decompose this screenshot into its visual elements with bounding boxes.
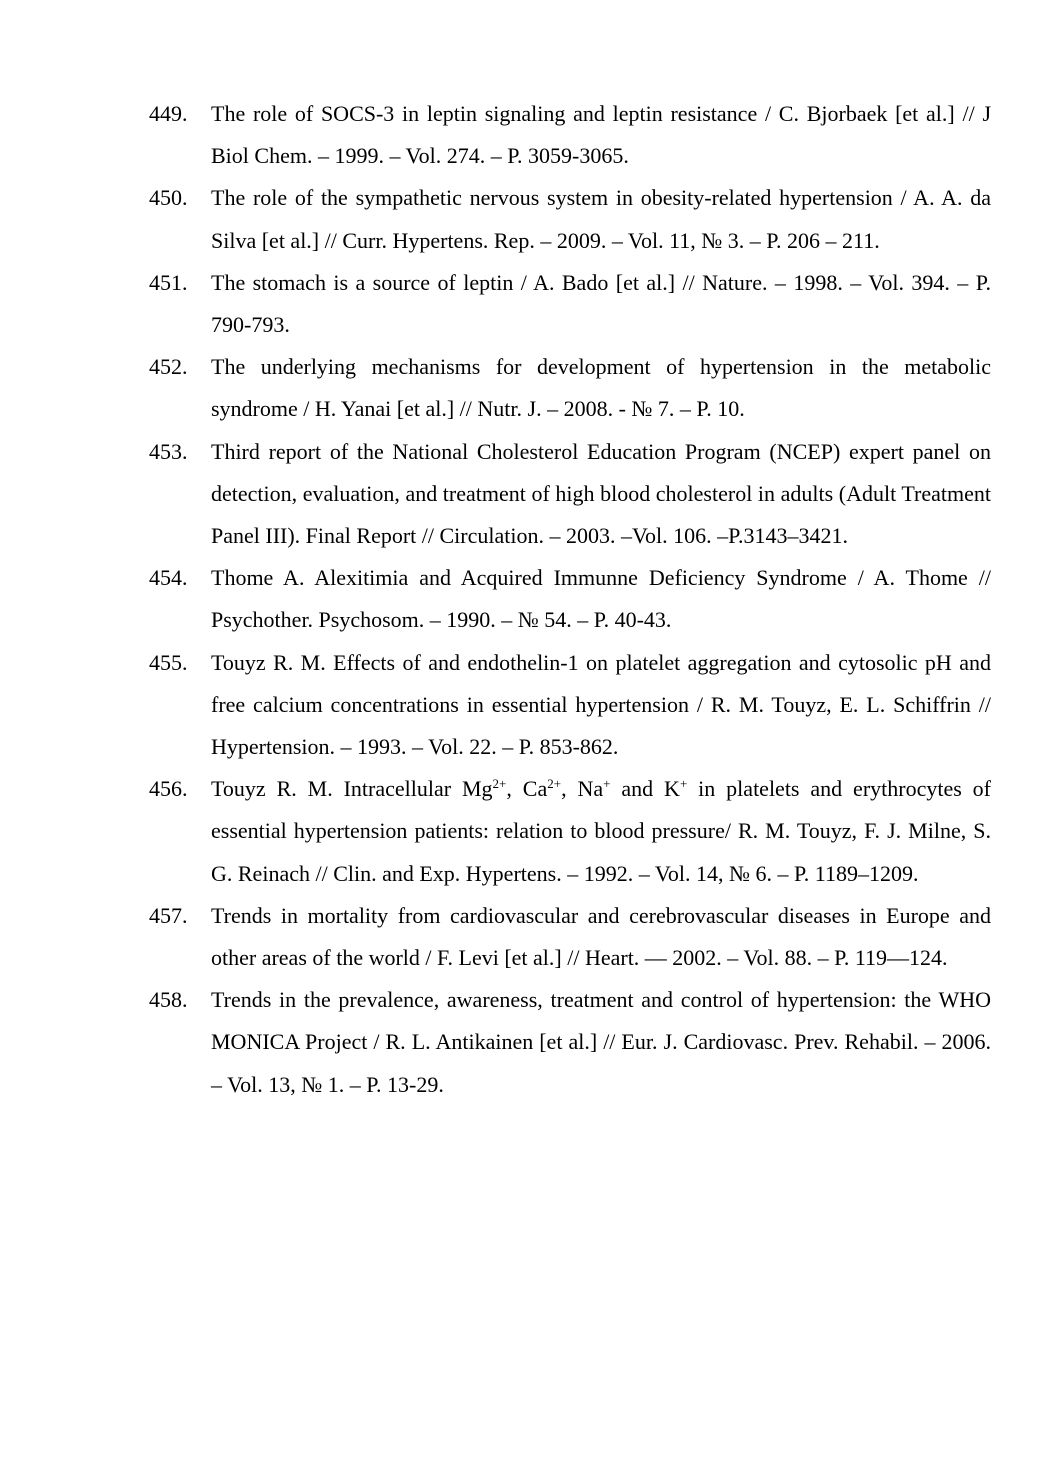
reference-text xyxy=(211,262,991,346)
reference-number: 449. xyxy=(149,101,188,126)
reference-text-run: The role of SOCS-3 in leptin signaling and leptin resistance / C. Bjorbaek [et al.] // J Biol Chem. – 1999. – Vol. 274. – P. 3059-3065. xyxy=(211,101,991,169)
reference-number: 455. xyxy=(149,649,188,675)
reference-text xyxy=(211,93,991,177)
reference-text-run: Trends in the prevalence, awareness, treatment and control of hypertension: the WHO MONICA Project / R. L. Antikainen [et al.] // Eur. J. Cardiovasc. Prev. Rehabil. – 2006. – Vol. 13, № 1. – P. 13-29. xyxy=(211,987,991,1097)
superscript-charge: 2+ xyxy=(492,776,507,792)
reference-entry xyxy=(149,557,991,641)
reference-text-run: , Na xyxy=(561,776,604,802)
reference-number: 450. xyxy=(149,185,188,211)
reference-number: 457. xyxy=(149,902,188,928)
reference-text xyxy=(211,768,991,895)
reference-list xyxy=(149,93,991,1106)
reference-text-run: Trends in mortality from cardiovascular and cerebrovascular diseases in Europe and other areas of the world / F. Levi [et al.] // Heart. — 2002. – Vol. 88. – P. 119—124. xyxy=(211,902,991,971)
reference-text xyxy=(211,177,991,261)
reference-number: 454. xyxy=(149,565,188,591)
superscript-charge: + xyxy=(679,776,688,792)
reference-number: 452. xyxy=(149,354,188,380)
reference-text-run: Thome A. Alexitimia and Acquired Immunne Deficiency Syndrome / A. Thome // Psychother. Psychosom. – 1990. – № 54. – P. 40-43. xyxy=(211,565,991,633)
reference-number: 453. xyxy=(149,438,188,464)
reference-text-run: and K xyxy=(610,776,680,802)
reference-entry xyxy=(149,768,991,895)
reference-number: 451. xyxy=(149,269,188,295)
reference-text xyxy=(211,979,991,1106)
reference-text xyxy=(211,642,991,769)
reference-text xyxy=(211,431,991,558)
reference-number: 456. xyxy=(149,776,188,802)
reference-entry xyxy=(149,177,991,261)
reference-text xyxy=(211,895,991,979)
reference-entry xyxy=(149,979,991,1106)
superscript-charge: + xyxy=(603,776,611,792)
reference-entry xyxy=(149,93,991,177)
reference-text-run: Third report of the National Cholesterol Education Program (NCEP) expert panel on detection, evaluation, and treatment of high blood cholesterol in adults (Adult Treatment Panel III). Final Report // Circulation. – 2003. –Vol. 106. –P.3143–3421. xyxy=(211,438,991,549)
reference-text-run: , Ca xyxy=(506,776,548,802)
reference-entry xyxy=(149,346,991,430)
reference-number: 458. xyxy=(149,987,188,1013)
reference-entry xyxy=(149,431,991,558)
reference-text xyxy=(211,557,991,641)
reference-entry xyxy=(149,642,991,769)
reference-text-run: The role of the sympathetic nervous system in obesity-related hypertension / A. A. da Silva [et al.] // Curr. Hypertens. Rep. – 2009. – Vol. 11, № 3. – P. 206 – 211. xyxy=(211,185,991,253)
reference-text-run: Touyz R. M. Effects of and endothelin-1 on platelet aggregation and cytosolic pH and free calcium concentrations in essential hypertension / R. M. Touyz, E. L. Schiffrin // Hypertension. – 1993. – Vol. 22. – P. 853-862. xyxy=(211,649,991,760)
reference-entry xyxy=(149,895,991,979)
reference-text-run: The stomach is a source of leptin / A. Bado [et al.] // Nature. – 1998. – Vol. 394. – P. 790-793. xyxy=(211,269,991,338)
reference-text-run: in platelets and erythrocytes of essential hypertension patients: relation to blood pressure/ R. M. Touyz, F. J. Milne, S. G. Reinach // Clin. and Exp. Hypertens. – 1992. – Vol. 14, № 6. – P. 1189–1209. xyxy=(211,776,992,886)
reference-entry xyxy=(149,262,991,346)
superscript-charge: 2+ xyxy=(547,776,562,792)
reference-text-run: The underlying mechanisms for development of hypertension in the metabolic syndrome / H. Yanai [et al.] // Nutr. J. – 2008. - № 7. – P. 10. xyxy=(211,354,991,422)
reference-text-run: Touyz R. M. Intracellular Mg xyxy=(211,776,493,802)
reference-text xyxy=(211,346,991,430)
